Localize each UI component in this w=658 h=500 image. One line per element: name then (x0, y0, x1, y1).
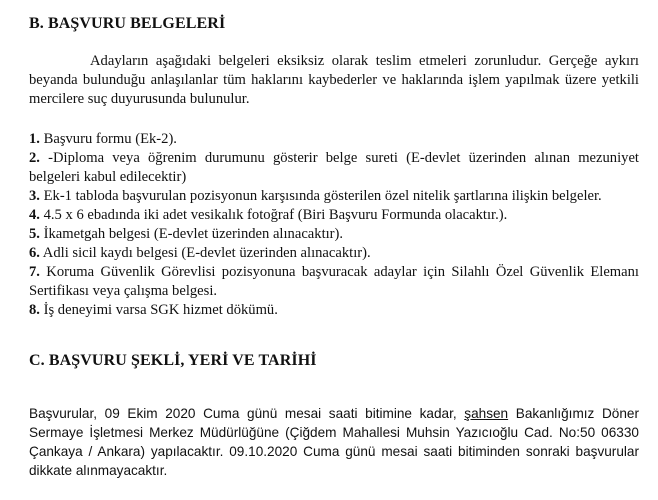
list-item-number: 2. (29, 150, 40, 166)
list-item-number: 7. (29, 264, 40, 280)
section-b-intro-text: Adayların aşağıdaki belgeleri eksiksiz olarak teslim etmeleri zorunludur. Gerçeğe aykırı beyanda bulunduğu anlaşılanlar tüm haklarını kaybederler ve haklarında işlem yapılmak üzere yetkili mercilere suç duyurusunda bulunulur. (29, 53, 639, 107)
list-item-text: İkametgah belgesi (E-devlet üzerinden alınacaktır). (43, 226, 344, 242)
list-item-number: 6. (29, 245, 40, 261)
list-item-text: Başvuru formu (Ek-2). (43, 131, 177, 147)
list-item (29, 149, 639, 187)
section-c-text-2: Bakanlığımız Döner Sermaye İşletmesi Merkez Müdürlüğüne (Çiğdem Mahallesi Muhsin Yazıcıoğlu Cad. No:50 06330 Çankaya / Ankara) yapılacaktır. 09.10.2020 Cuma günü mesai saati bitiminden sonraki başvurular dikkate alınmayacaktır. (29, 406, 639, 478)
list-item (29, 301, 639, 320)
list-item (29, 225, 639, 244)
section-c-paragraph (29, 404, 639, 480)
list-item-number: 3. (29, 188, 40, 204)
section-c-heading: C. BAŞVURU ŞEKLİ, YERİ VE TARİHİ (29, 352, 317, 369)
list-item (29, 244, 639, 263)
list-item-text: Ek-1 tabloda başvurulan pozisyonun karşısında gösterilen özel nitelik şartlarına ilişkin belgeler. (43, 188, 602, 204)
list-item (29, 206, 639, 225)
list-item-text: Koruma Güvenlik Görevlisi pozisyonuna başvuracak adaylar için Silahlı Özel Güvenlik Elemanı Sertifikası veya çalışma belgesi. (29, 264, 639, 299)
list-item (29, 263, 639, 301)
list-item-number: 1. (29, 131, 40, 147)
list-item-number: 4. (29, 207, 40, 223)
list-item-text: Adli sicil kaydı belgesi (E-devlet üzerinden alınacaktır). (42, 245, 371, 261)
list-item-text: -Diploma veya öğrenim durumunu gösterir belge sureti (E-devlet üzerinden alınan mezuniyet belgeleri kabul edilecektir) (29, 150, 639, 185)
required-documents-list (29, 130, 639, 320)
list-item-text: İş deneyimi varsa SGK hizmet dökümü. (43, 302, 278, 318)
list-item-text: 4.5 x 6 ebadında iki adet vesikalık fotoğraf (Biri Başvuru Formunda olacaktır.). (43, 207, 508, 223)
section-b-intro (29, 52, 639, 109)
section-c-text-1: Başvurular, 09 Ekim 2020 Cuma günü mesai saati bitimine kadar, (29, 406, 465, 421)
list-item (29, 187, 639, 206)
section-b-heading: B. BAŞVURU BELGELERİ (29, 15, 226, 32)
list-item (29, 130, 639, 149)
list-item-number: 8. (29, 302, 40, 318)
section-c-underlined-word: şahsen (464, 406, 509, 421)
list-item-number: 5. (29, 226, 40, 242)
